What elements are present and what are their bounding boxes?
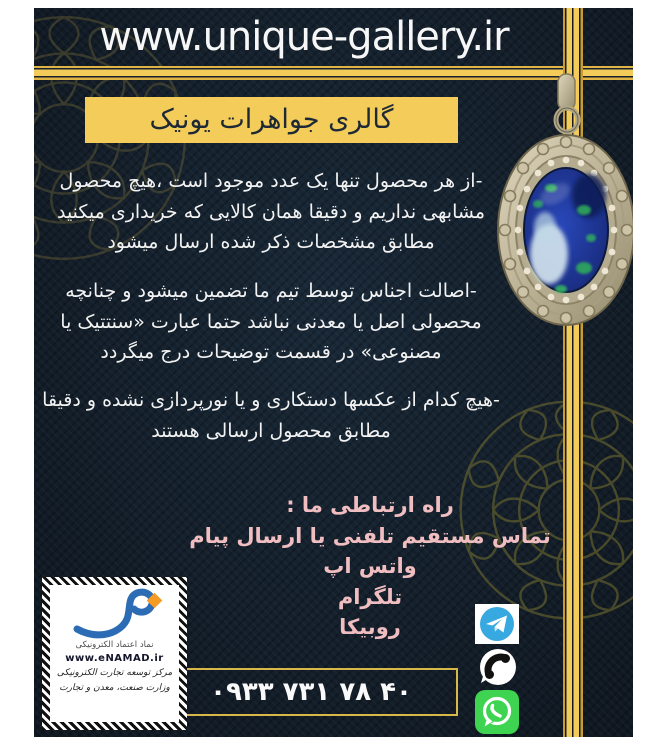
paragraph-uniqueness: -از هر محصول تنها یک عدد موجود است ،هیچ محصول مشابهی نداریم و دقیقا همان کالایی که خریداری میکنید مطابق مشخصات ذکر شده ارسال میشود: [56, 170, 486, 253]
enamad-title: نماد اعتماد الکترونیکی: [75, 640, 154, 650]
poster-content-area: [34, 8, 633, 737]
contact-subheading: تماس مستقیم تلفنی یا ارسال پیام: [189, 523, 551, 548]
pendant-image: [489, 68, 633, 338]
phone-number[interactable]: ۰۹۳۳ ۷۳۱ ۷۸ ۴۰: [210, 677, 412, 707]
telegram-icon[interactable]: [475, 604, 519, 644]
pendant-bail: [558, 74, 575, 110]
enamad-url[interactable]: www.eNAMAD.ir: [65, 653, 164, 664]
contact-heading: راه ارتباطی ما :: [286, 493, 454, 517]
enamad-issuer-line1: مرکز توسعه تجارت الکترونیکی: [56, 668, 173, 678]
website-url[interactable]: www.unique-gallery.ir: [99, 14, 509, 60]
enamad-trust-card[interactable]: [42, 577, 187, 730]
enamad-issuer-line2: وزارت صنعت، معدن و تجارت: [59, 683, 170, 693]
pendant-stone: [524, 168, 608, 293]
channel-rubika: روبیکا: [339, 615, 401, 639]
phone-call-icon[interactable]: [475, 648, 519, 690]
whatsapp-icon[interactable]: [475, 690, 519, 734]
channel-telegram: تلگرام: [337, 584, 403, 609]
paragraph-photos: -هیچ کدام از عکسها دستکاری و یا نورپردازی نشده و دقیقا مطابق محصول ارسالی هستند: [42, 389, 500, 442]
phone-number-box: [164, 668, 458, 716]
paragraph-authenticity: -اصالت اجناس توسط تیم ما تضمین میشود و چنانچه محصولی اصل یا معدنی نباشد حتما عبارت «سنتتیک یا مصنوعی» در قسمت توضیحات درج میگردد: [60, 280, 482, 363]
gallery-title-badge: گالری جواهرات یونیک: [85, 97, 458, 143]
enamad-logo-icon: [65, 587, 165, 639]
channel-whatsapp: واتس اپ: [323, 554, 417, 578]
